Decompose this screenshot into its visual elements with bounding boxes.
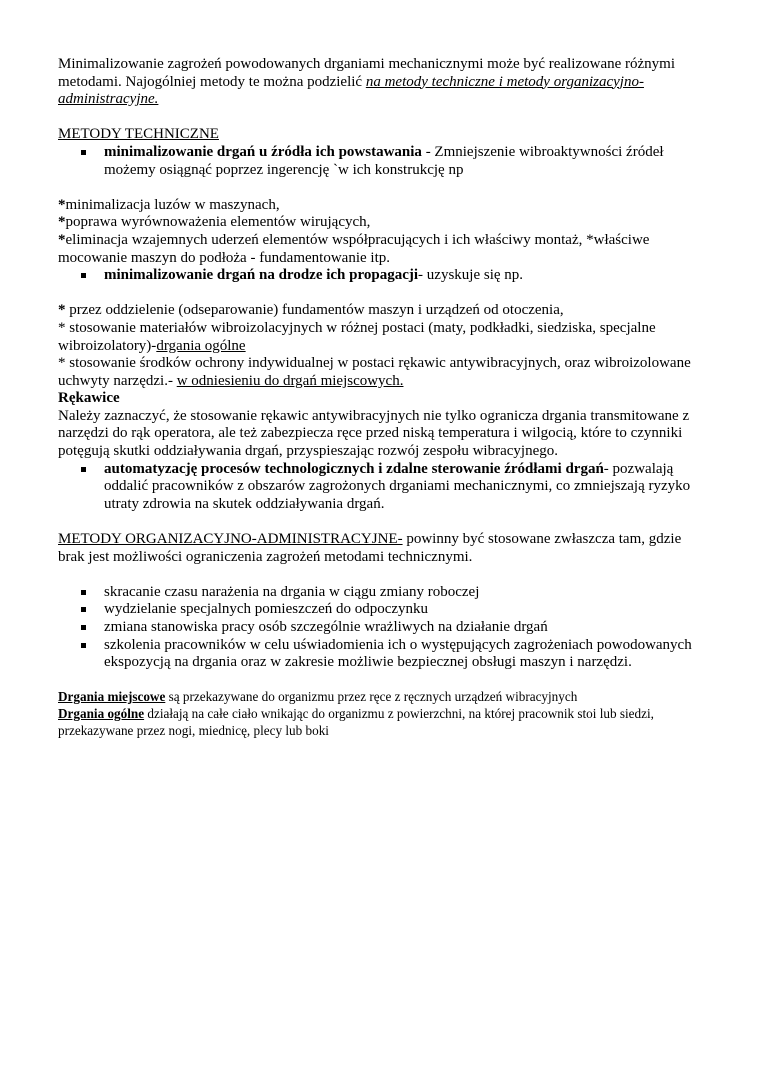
list-item (58, 461, 708, 514)
item1-bold: minimalizowanie drgań u źródła ich powstawania (104, 143, 422, 160)
propagation-line-c: * stosowanie środków ochrony indywidualnej w postaci rękawic antywibracyjnych, oraz wibroizolowane uchwyty narzędzi.- w odniesieniu do drgań miejscowych. (58, 355, 691, 389)
propagation-line-a: * przez oddzielenie (odseparowanie) fundamentów maszyn i urządzeń od otoczenia, (58, 302, 564, 319)
intro-link: na metody techniczne i metody organizacyjno-administracyjne. (58, 73, 644, 108)
item2-text: - uzyskuje się np. (418, 267, 524, 284)
item1-text: - Zmniejszenie wibroaktywności źródeł możemy osiągnąć poprzez ingerencję `w ich konstrukcję np (104, 143, 664, 178)
list-item: wydzielanie specjalnych pomieszczeń do odpoczynku (58, 601, 708, 619)
rekawice-heading: Rękawice (58, 390, 120, 407)
list-item (58, 267, 708, 285)
list-item (58, 144, 708, 179)
organizacyjne-paragraph (58, 531, 708, 566)
techniczne-list-2 (58, 267, 708, 285)
drgania-ogolne-link: drgania ogólne (156, 337, 246, 354)
intro-text: Minimalizowanie zagrożeń powodowanych drganiami mechanicznymi może być realizowane różnymi metodami. Najogólniej metody te można podzielić (58, 56, 675, 90)
heading-organizacyjne: METODY ORGANIZACYJNO-ADMINISTRACYJNE- (58, 531, 403, 548)
list1-line: *eliminacja wzajemnych uderzeń elementów współpracujących i ich właściwy montaż, *właściwe mocowanie maszyn do podłoża - fundamentowanie itp. (58, 231, 650, 266)
item3-text: - pozwalają oddalić pracowników z obszarów zagrożonych drganiami mechanicznymi, co zmniejszają ryzyko utraty zdrowia na skutek oddziaływania drgań. (104, 460, 691, 512)
list-item: szkolenia pracowników w celu uświadomienia ich o występujących zagrożeniach powodowanych ekspozycją na drgania oraz w zakresie możliwie bezpiecznej obsługi maszyn i narzędzi. (58, 637, 708, 672)
list1-line: *minimalizacja luzów w maszynach, (58, 196, 280, 213)
term-ogolne: Drgania ogólne (58, 705, 145, 721)
organizacyjne-intro: powinny być stosowane zwłaszcza tam, gdzie brak jest możliwości ograniczenia zagrożeń metodami technicznymi. (58, 531, 682, 565)
document-page (58, 56, 708, 739)
rekawice-paragraph: Należy zaznaczyć, że stosowanie rękawic antywibracyjnych nie tylko ogranicza drgania transmitowane z narzędzi do rąk operatora, ale też zabezpiecza ręce przed niską temperatura i wilgocią, które to czynniki potęgują skutki oddziaływania drgań, przyspieszając rozwój zespołu wibracyjnego. (58, 407, 690, 460)
list-item: skracanie czasu narażenia na drgania w ciągu zmiany roboczej (58, 584, 708, 602)
techniczne-list-1 (58, 144, 708, 179)
list-item: zmiana stanowiska pracy osób szczególnie wrażliwych na działanie drgań (58, 619, 708, 637)
intro-paragraph (58, 56, 708, 109)
drgania-miejscowe-link: w odniesieniu do drgań miejscowych. (176, 372, 404, 389)
item2-bold: minimalizowanie drgań na drodze ich propagacji (104, 267, 419, 284)
techniczne-list-3 (58, 461, 708, 514)
organizacyjne-list (58, 584, 708, 672)
heading-techniczne: METODY TECHNICZNE (58, 126, 219, 143)
propagation-line-b: * stosowanie materiałów wibroizolacyjnych w różnej postaci (maty, podkładki, siedziska, specjalne wibroizolatory)-drgania ogólne (58, 319, 656, 354)
list1-line: *poprawa wyrównoważenia elementów wirujących, (58, 214, 371, 231)
term-miejscowe: Drgania miejscowe (58, 689, 166, 705)
definition-miejscowe: Drgania miejscowe są przekazywane do organizmu przez ręce z ręcznych urządzeń wibracyjnych (58, 689, 578, 705)
definition-ogolne: Drgania ogólne działają na całe ciało wnikając do organizmu z powierzchni, na której pracownik stoi lub siedzi, przekazywane przez nogi, miednicę, plecy lub boki (58, 705, 654, 738)
item3-bold: automatyzację procesów technologicznych i zdalne sterowanie źródłami drgań (104, 460, 604, 477)
